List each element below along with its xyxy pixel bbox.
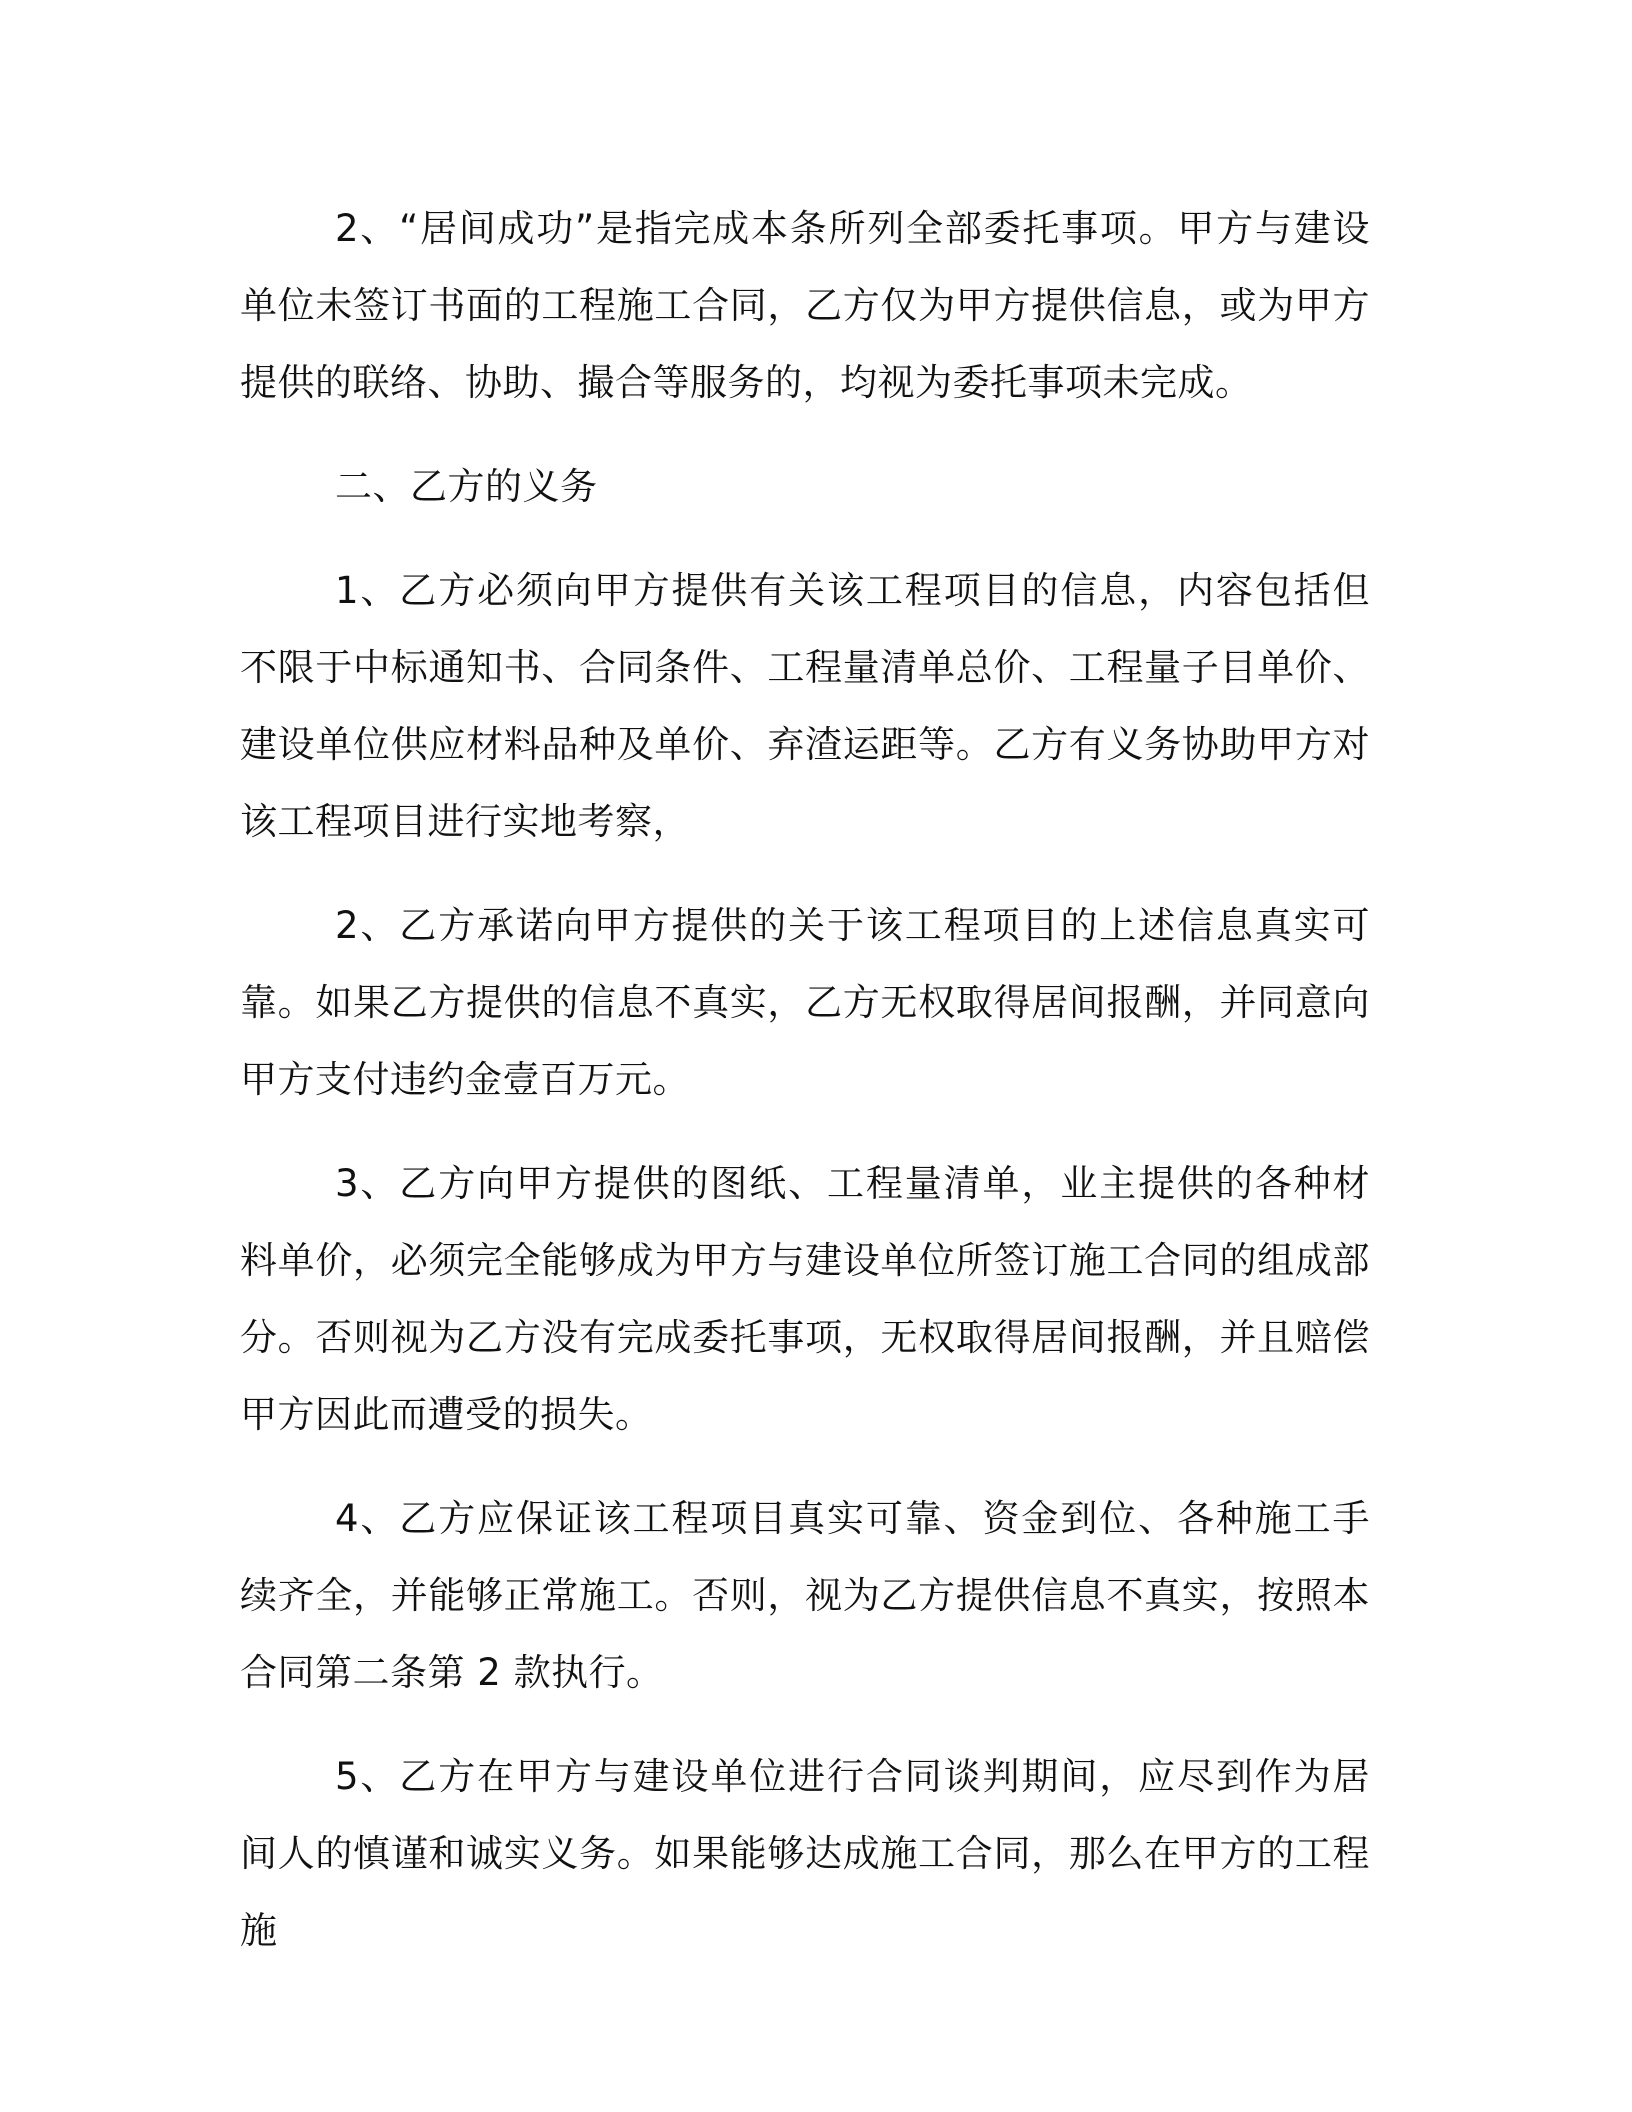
paragraph-obligation-5: 5、乙方在甲方与建设单位进行合同谈判期间，应尽到作为居间人的慎谨和诚实义务。如果能够达成施工合同，那么在甲方的工程施 — [240, 1755, 1370, 1952]
document-body — [240, 190, 1370, 1996]
paragraph-success-definition: 2、“居间成功”是指完成本条所列全部委托事项。甲方与建设单位未签订书面的工程施工合同，乙方仅为甲方提供信息，或为甲方提供的联络、协助、撮合等服务的，均视为委托事项未完成。 — [240, 207, 1370, 404]
paragraph-obligation-1: 1、乙方必须向甲方提供有关该工程项目的信息，内容包括但不限于中标通知书、合同条件、工程量清单总价、工程量子目单价、建设单位供应材料品种及单价、弃渣运距等。乙方有义务协助甲方对该工程项目进行实地考察， — [240, 569, 1370, 843]
paragraph-obligation-4: 4、乙方应保证该工程项目真实可靠、资金到位、各种施工手续齐全，并能够正常施工。否则，视为乙方提供信息不真实，按照本合同第二条第 2 款执行。 — [240, 1497, 1370, 1694]
paragraph-obligation-2: 2、乙方承诺向甲方提供的关于该工程项目的上述信息真实可靠。如果乙方提供的信息不真实，乙方无权取得居间报酬，并同意向甲方支付违约金壹百万元。 — [240, 904, 1370, 1101]
paragraph-obligation-3: 3、乙方向甲方提供的图纸、工程量清单，业主提供的各种材料单价，必须完全能够成为甲方与建设单位所签订施工合同的组成部分。否则视为乙方没有完成委托事项，无权取得居间报酬，并且赔偿甲方因此而遭受的损失。 — [240, 1162, 1370, 1436]
section-heading-party-b-obligations: 二、乙方的义务 — [335, 465, 598, 508]
